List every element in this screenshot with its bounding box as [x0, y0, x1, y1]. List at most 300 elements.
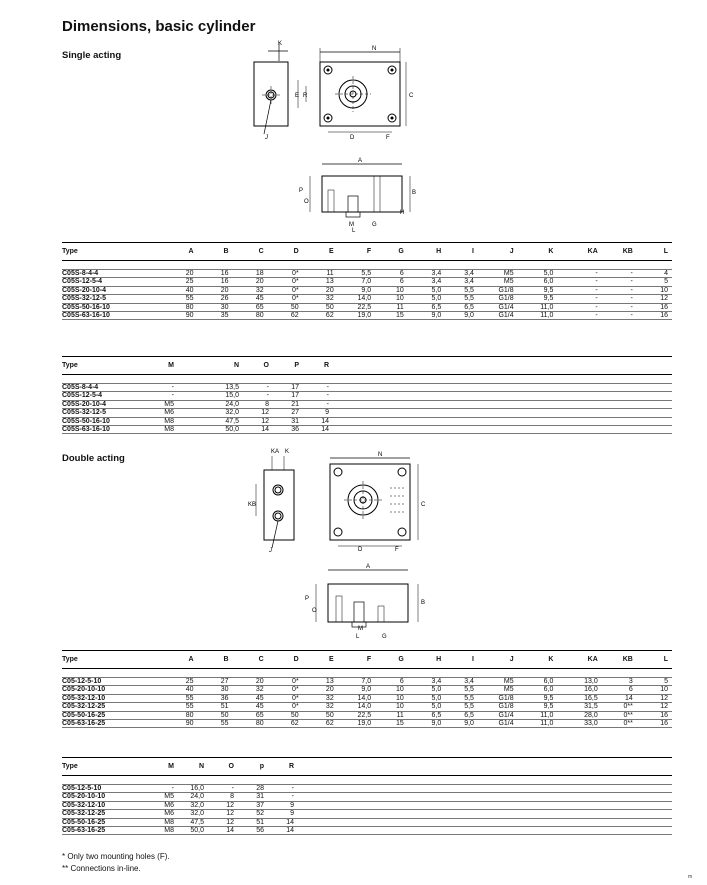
value-cell: 5,0 [408, 694, 445, 702]
value-cell: 14 [303, 417, 333, 425]
value-cell: 0* [268, 278, 303, 286]
value-cell: 11,0 [518, 711, 558, 719]
value-cell: 11 [375, 303, 408, 311]
value-cell: 22,5 [338, 303, 375, 311]
value-cell: M5 [140, 793, 178, 801]
value-cell: 10 [637, 286, 672, 294]
value-cell: 0* [268, 286, 303, 294]
value-cell: - [557, 278, 601, 286]
value-cell: 21 [273, 400, 303, 408]
type-code-cell: C05S-63-16-10 [62, 312, 153, 320]
value-cell: 5,0 [408, 286, 445, 294]
type-code-cell: C05S-63-16-10 [62, 426, 140, 434]
value-cell: - [303, 384, 333, 392]
table-spacer-row [62, 776, 672, 785]
value-cell: M5 [478, 270, 518, 278]
value-cell: 47,5 [178, 417, 243, 425]
value-cell: 19,0 [338, 720, 375, 728]
value-cell: 51 [238, 818, 268, 826]
value-cell: 28,0 [557, 711, 601, 719]
value-cell: - [557, 286, 601, 294]
value-cell: 80 [233, 312, 268, 320]
value-cell: - [140, 392, 178, 400]
value-cell: 16 [637, 711, 672, 719]
value-cell: 12 [208, 810, 238, 818]
table-row [62, 426, 672, 434]
value-cell: 32 [233, 686, 268, 694]
value-cell: 7,0 [338, 278, 375, 286]
value-cell: 40 [153, 686, 197, 694]
value-cell: 37 [238, 801, 268, 809]
value-cell: - [268, 793, 298, 801]
value-cell: - [268, 785, 298, 793]
value-cell: 12 [208, 801, 238, 809]
value-cell: 16,0 [178, 785, 208, 793]
table-spacer-row [62, 375, 672, 384]
type-code-cell: C05S-20-10-4 [62, 400, 140, 408]
value-cell: 14 [268, 827, 298, 835]
value-cell: 6 [375, 678, 408, 686]
value-cell: M8 [140, 818, 178, 826]
value-cell: 50 [268, 711, 303, 719]
table-row [62, 678, 672, 686]
value-cell: 31 [238, 793, 268, 801]
svg-text:D: D [358, 547, 363, 552]
type-code-cell: C05-32-12-10 [62, 694, 153, 702]
value-cell: 80 [153, 711, 197, 719]
footnote-connections: ** Connections in-line. [62, 864, 141, 873]
value-cell: 80 [233, 720, 268, 728]
type-code-cell: C05S-12-5-4 [62, 392, 140, 400]
value-cell: 20 [233, 678, 268, 686]
value-cell: M6 [140, 810, 178, 818]
value-cell: 10 [375, 694, 408, 702]
value-cell: 10 [375, 703, 408, 711]
table-header-row: Type A B C D E F G H I J K KA KB L [62, 243, 672, 261]
type-code-cell: C05-12-5-10 [62, 678, 153, 686]
value-cell: 20 [198, 286, 233, 294]
type-code-cell: C05-32-12-25 [62, 810, 140, 818]
value-cell: G1/4 [478, 720, 518, 728]
value-cell: 9 [303, 409, 333, 417]
value-cell: 50 [303, 711, 338, 719]
table-row [62, 711, 672, 719]
value-cell: 32 [303, 694, 338, 702]
value-cell: 4 [637, 270, 672, 278]
value-cell: 8 [208, 793, 238, 801]
value-cell: 6 [375, 270, 408, 278]
svg-text:C: C [409, 93, 414, 99]
value-cell: 62 [303, 312, 338, 320]
value-cell: 6,5 [408, 303, 445, 311]
svg-text:R: R [303, 93, 308, 99]
value-cell: 0* [268, 703, 303, 711]
value-cell: 31 [273, 417, 303, 425]
svg-text:P: P [299, 188, 304, 194]
value-cell: 6,0 [518, 278, 558, 286]
value-cell: 11 [375, 711, 408, 719]
value-cell: 0** [602, 711, 637, 719]
value-cell: 50,0 [178, 426, 243, 434]
value-cell: 20 [233, 278, 268, 286]
value-cell: 9,5 [518, 286, 558, 294]
value-cell: 62 [268, 312, 303, 320]
table-double-acting-extra [62, 757, 672, 835]
table-row [62, 270, 672, 278]
footnote-mounting-holes: * Only two mounting holes (F). [62, 852, 170, 861]
value-cell: 5,5 [445, 286, 478, 294]
type-code-cell: C05-32-12-25 [62, 703, 153, 711]
value-cell: M5 [478, 278, 518, 286]
table-single-acting-main [62, 242, 672, 320]
table-header-row: Type A B C D E F G H I J K KA KB L [62, 651, 672, 669]
table-header-row: Type M N O p R [62, 758, 672, 776]
type-code-cell: C05-63-16-25 [62, 720, 153, 728]
value-cell: 45 [233, 694, 268, 702]
svg-text:O: O [304, 199, 309, 205]
value-cell: 14 [268, 818, 298, 826]
value-cell: 9,0 [338, 686, 375, 694]
svg-text:KB: KB [248, 502, 257, 508]
value-cell: 5 [637, 278, 672, 286]
value-cell: 56 [238, 827, 268, 835]
value-cell: 26 [198, 295, 233, 303]
table-row [62, 827, 672, 835]
value-cell: 12 [243, 409, 273, 417]
type-code-cell: C05-32-12-10 [62, 801, 140, 809]
value-cell: 13 [303, 278, 338, 286]
value-cell: 17 [273, 392, 303, 400]
value-cell: 5 [637, 678, 672, 686]
type-code-cell: C05S-8-4-4 [62, 270, 153, 278]
value-cell: - [602, 303, 637, 311]
type-code-cell: C05-50-16-25 [62, 711, 153, 719]
value-cell: 0* [268, 295, 303, 303]
value-cell: 50 [303, 303, 338, 311]
value-cell: 3,4 [445, 270, 478, 278]
value-cell: 15 [375, 720, 408, 728]
value-cell: - [557, 270, 601, 278]
value-cell: 12 [208, 818, 238, 826]
table-row [62, 810, 672, 818]
value-cell: 20 [153, 270, 197, 278]
value-cell: - [140, 785, 178, 793]
value-cell: 6 [375, 278, 408, 286]
value-cell: G1/8 [478, 286, 518, 294]
value-cell: 12 [243, 417, 273, 425]
value-cell: 14 [208, 827, 238, 835]
value-cell: 10 [375, 686, 408, 694]
svg-text:B: B [421, 600, 426, 606]
value-cell: 50,0 [178, 827, 208, 835]
value-cell: 11,0 [518, 303, 558, 311]
double-acting-top-view [300, 448, 440, 552]
value-cell: G1/4 [478, 303, 518, 311]
value-cell: M8 [140, 827, 178, 835]
value-cell: 16 [637, 720, 672, 728]
svg-text:G: G [382, 634, 387, 640]
value-cell: - [303, 400, 333, 408]
value-cell: 5,0 [408, 703, 445, 711]
svg-text:M: M [358, 626, 363, 632]
table-row [62, 703, 672, 711]
svg-text:B: B [412, 190, 417, 196]
value-cell: 10 [637, 686, 672, 694]
table-row [62, 392, 672, 400]
svg-text:P: P [305, 596, 310, 602]
value-cell: 55 [153, 703, 197, 711]
svg-text:A: A [366, 564, 371, 570]
value-cell: 3,4 [408, 270, 445, 278]
value-cell: 5,5 [445, 295, 478, 303]
value-cell: - [602, 278, 637, 286]
value-cell: M8 [140, 417, 178, 425]
value-cell: 15 [375, 312, 408, 320]
type-code-cell: C05S-50-16-10 [62, 417, 140, 425]
value-cell: 24,0 [178, 400, 243, 408]
value-cell: - [557, 295, 601, 303]
value-cell: 5,5 [445, 686, 478, 694]
value-cell: 11,0 [518, 720, 558, 728]
type-code-cell: C05S-50-16-10 [62, 303, 153, 311]
value-cell: 3 [602, 678, 637, 686]
value-cell: 90 [153, 720, 197, 728]
value-cell: 5,5 [445, 694, 478, 702]
value-cell: 14,0 [338, 703, 375, 711]
value-cell: 3,4 [445, 278, 478, 286]
value-cell: 32 [303, 703, 338, 711]
svg-text:K: K [285, 449, 290, 455]
table-row [62, 818, 672, 826]
value-cell: M5 [478, 678, 518, 686]
value-cell: 30 [198, 686, 233, 694]
value-cell: 6,5 [445, 303, 478, 311]
value-cell: 6,0 [518, 678, 558, 686]
value-cell: 8 [243, 400, 273, 408]
svg-text:H: H [400, 210, 405, 216]
value-cell: 18 [233, 270, 268, 278]
value-cell: 7,0 [338, 678, 375, 686]
value-cell: M5 [140, 400, 178, 408]
table-single-acting-extra [62, 356, 672, 434]
value-cell: 55 [153, 694, 197, 702]
table-row [62, 312, 672, 320]
value-cell: 62 [303, 720, 338, 728]
value-cell: 25 [153, 278, 197, 286]
value-cell: 52 [238, 810, 268, 818]
value-cell: 13 [303, 678, 338, 686]
value-cell: 16 [637, 303, 672, 311]
value-cell: 16,0 [557, 686, 601, 694]
value-cell: 14,0 [338, 295, 375, 303]
value-cell: 12 [637, 694, 672, 702]
value-cell: 65 [233, 711, 268, 719]
value-cell: 19,0 [338, 312, 375, 320]
type-code-cell: C05-20-10-10 [62, 793, 140, 801]
value-cell: 32,0 [178, 409, 243, 417]
svg-text:M: M [349, 222, 354, 228]
svg-text:KA: KA [271, 449, 280, 455]
page-title: Dimensions, basic cylinder [62, 18, 256, 35]
svg-text:J: J [269, 548, 272, 554]
type-code-cell: C05-12-5-10 [62, 785, 140, 793]
footnotes [62, 851, 170, 875]
value-cell: 24,0 [178, 793, 208, 801]
value-cell: 25 [153, 678, 197, 686]
value-cell: 14 [303, 426, 333, 434]
value-cell: - [140, 384, 178, 392]
page-mark: m [688, 874, 693, 880]
value-cell: 45 [233, 295, 268, 303]
dim-label-k: K [278, 41, 283, 47]
value-cell: 12 [637, 703, 672, 711]
value-cell: 5,5 [445, 703, 478, 711]
value-cell: 31,5 [557, 703, 601, 711]
svg-text:E: E [295, 93, 300, 99]
value-cell: 32,0 [178, 801, 208, 809]
table-row [62, 801, 672, 809]
value-cell: M8 [140, 426, 178, 434]
value-cell: - [303, 392, 333, 400]
value-cell: - [602, 312, 637, 320]
value-cell: 11 [303, 270, 338, 278]
value-cell: 32 [233, 286, 268, 294]
table-row [62, 793, 672, 801]
table-row [62, 278, 672, 286]
type-code-cell: C05-20-10-10 [62, 686, 153, 694]
value-cell: 28 [238, 785, 268, 793]
type-code-cell: C05S-8-4-4 [62, 384, 140, 392]
value-cell: 3,4 [408, 678, 445, 686]
value-cell: 13,5 [178, 384, 243, 392]
value-cell: 9,0 [408, 312, 445, 320]
value-cell: 62 [268, 720, 303, 728]
value-cell: 20 [303, 286, 338, 294]
svg-text:O: O [312, 608, 317, 614]
value-cell: - [243, 392, 273, 400]
value-cell: 0* [268, 686, 303, 694]
value-cell: G1/8 [478, 694, 518, 702]
value-cell: 27 [198, 678, 233, 686]
value-cell: 0* [268, 694, 303, 702]
single-acting-end-view [246, 38, 294, 142]
value-cell: 13,0 [557, 678, 601, 686]
value-cell: 9 [268, 810, 298, 818]
value-cell: 5,0 [518, 270, 558, 278]
value-cell: 5,0 [408, 686, 445, 694]
value-cell: - [602, 295, 637, 303]
table-row [62, 694, 672, 702]
value-cell: - [602, 286, 637, 294]
value-cell: 20 [303, 686, 338, 694]
table-row [62, 295, 672, 303]
svg-text:L: L [356, 634, 360, 640]
value-cell: 9,0 [445, 720, 478, 728]
value-cell: 6 [602, 686, 637, 694]
value-cell: 33,0 [557, 720, 601, 728]
value-cell: 22,5 [338, 711, 375, 719]
value-cell: 3,4 [408, 278, 445, 286]
value-cell: 0* [268, 270, 303, 278]
value-cell: - [243, 384, 273, 392]
value-cell: 32 [303, 295, 338, 303]
value-cell: 17 [273, 384, 303, 392]
value-cell: 45 [233, 703, 268, 711]
double-acting-side-view [302, 562, 434, 642]
value-cell: 16 [637, 312, 672, 320]
section-single-acting: Single acting [62, 50, 122, 61]
value-cell: - [557, 303, 601, 311]
table-spacer-row [62, 261, 672, 270]
value-cell: 55 [198, 720, 233, 728]
value-cell: M6 [140, 409, 178, 417]
value-cell: 30 [198, 303, 233, 311]
value-cell: 55 [153, 295, 197, 303]
type-code-cell: C05S-32-12-5 [62, 295, 153, 303]
value-cell: 16 [198, 278, 233, 286]
type-code-cell: C05S-20-10-4 [62, 286, 153, 294]
double-acting-end-view [244, 444, 300, 554]
type-code-cell: C05S-32-12-5 [62, 409, 140, 417]
value-cell: 6,5 [408, 711, 445, 719]
value-cell: 9,5 [518, 694, 558, 702]
value-cell: 5,5 [338, 270, 375, 278]
value-cell: 11,0 [518, 312, 558, 320]
value-cell: G1/4 [478, 711, 518, 719]
svg-text:G: G [372, 222, 377, 228]
svg-text:F: F [386, 135, 390, 140]
table-row [62, 400, 672, 408]
value-cell: 80 [153, 303, 197, 311]
table-header-row: Type M N O P R [62, 357, 672, 375]
value-cell: 14 [243, 426, 273, 434]
value-cell: - [602, 270, 637, 278]
value-cell: 47,5 [178, 818, 208, 826]
table-row [62, 384, 672, 392]
value-cell: 65 [233, 303, 268, 311]
svg-text:N: N [372, 46, 377, 52]
value-cell: 0* [268, 678, 303, 686]
value-cell: 6,0 [518, 686, 558, 694]
table-row [62, 286, 672, 294]
svg-text:N: N [378, 452, 383, 458]
value-cell: 9 [268, 801, 298, 809]
value-cell: 36 [198, 694, 233, 702]
value-cell: 14 [602, 694, 637, 702]
single-acting-top-view [290, 40, 430, 140]
value-cell: 36 [273, 426, 303, 434]
svg-text:A: A [358, 158, 363, 164]
value-cell: M6 [140, 801, 178, 809]
value-cell: 14,0 [338, 694, 375, 702]
value-cell: 50 [268, 303, 303, 311]
value-cell: 32,0 [178, 810, 208, 818]
value-cell: 40 [153, 286, 197, 294]
table-row [62, 409, 672, 417]
value-cell: 16,5 [557, 694, 601, 702]
type-code-cell: C05S-12-5-4 [62, 278, 153, 286]
value-cell: - [557, 312, 601, 320]
svg-text:C: C [421, 502, 426, 508]
svg-text:F: F [395, 547, 399, 552]
value-cell: 12 [637, 295, 672, 303]
value-cell: 5,0 [408, 295, 445, 303]
value-cell: 90 [153, 312, 197, 320]
value-cell: 16 [198, 270, 233, 278]
value-cell: 3,4 [445, 678, 478, 686]
table-double-acting-main [62, 650, 672, 728]
value-cell: 10 [375, 286, 408, 294]
